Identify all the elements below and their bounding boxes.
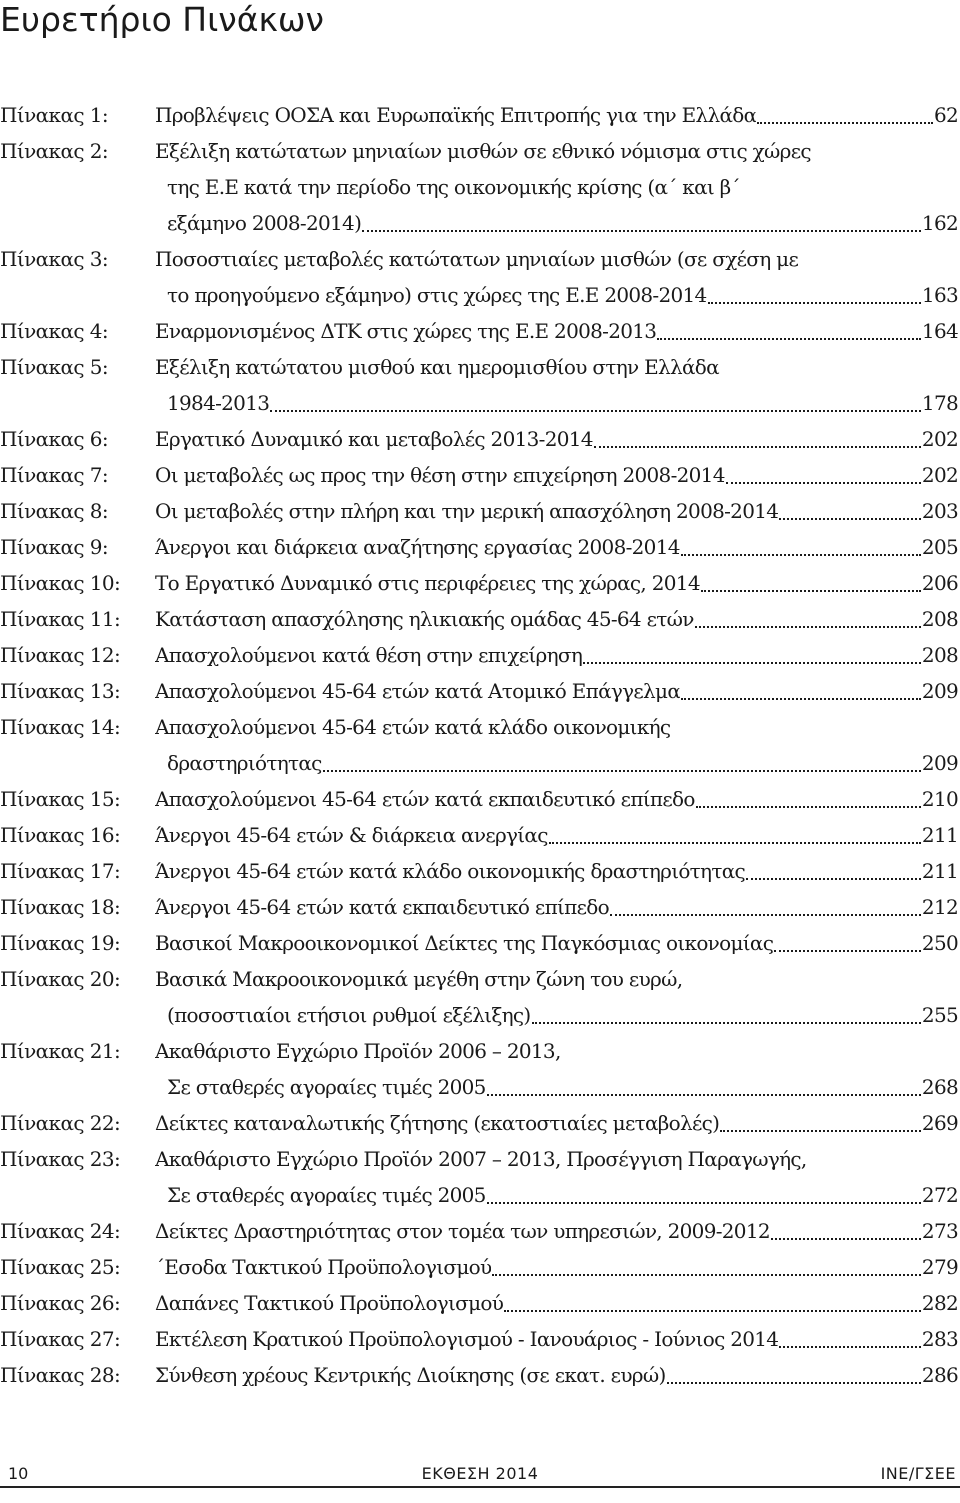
toc-entry-page-number: 282: [921, 1291, 958, 1315]
toc-entry-final-line: [155, 853, 958, 889]
toc-entry[interactable]: [0, 925, 960, 961]
toc-entry-label: Πίνακας 4:: [0, 319, 108, 343]
toc-entry-line: Βασικά Μακροοικονομικά μεγέθη στην ζώνη του ευρώ,: [155, 967, 683, 991]
toc-entry-label: Πίνακας 5:: [0, 355, 108, 379]
toc-entry-label: Πίνακας 13:: [0, 679, 121, 703]
toc-entry[interactable]: [0, 1321, 960, 1357]
toc-entry[interactable]: [0, 421, 960, 457]
toc-entry-title: το προηγούμενο εξάμηνο) στις χώρες της Ε.Ε 2008-2014: [167, 283, 707, 307]
toc-entry-body: [155, 1357, 960, 1393]
toc-entry-page-number: 208: [921, 607, 958, 631]
toc-entry[interactable]: [0, 1357, 960, 1393]
toc-entry-body: [155, 1213, 960, 1249]
toc-entry-body: [155, 781, 960, 817]
toc-entry-page-number: 255: [921, 1003, 958, 1027]
toc-entry-body: [155, 1249, 960, 1285]
toc-entry-label: Πίνακας 22:: [0, 1111, 121, 1135]
toc-entry-final-line: [155, 997, 958, 1033]
toc-entry-final-line: [155, 601, 958, 637]
dot-leader: [583, 662, 921, 664]
dot-leader: [667, 1382, 921, 1384]
toc-entry-body: [155, 313, 960, 349]
toc-entry-page-number: 205: [921, 535, 958, 559]
toc-entry-final-line: [155, 529, 958, 565]
toc-entry-body: [155, 457, 960, 493]
toc-entry-final-line: [155, 493, 958, 529]
toc-entry-title: Άνεργοι 45-64 ετών κατά κλάδο οικονομικής δραστηριότητας: [155, 859, 745, 883]
toc-entry-title: Σε σταθερές αγοραίες τιμές 2005: [167, 1183, 486, 1207]
toc-entry-label: Πίνακας 15:: [0, 787, 121, 811]
toc-entry-label: Πίνακας 10:: [0, 571, 121, 595]
dot-leader: [487, 1094, 921, 1096]
toc-entry-label: Πίνακας 6:: [0, 427, 108, 451]
toc-entry-final-line: [155, 1213, 958, 1249]
toc-entry-label: Πίνακας 18:: [0, 895, 121, 919]
toc-entry-final-line: [155, 1285, 958, 1321]
toc-entry-page-number: 202: [921, 463, 958, 487]
toc-entry-line: Ποσοστιαίες μεταβολές κατώτατων μηνιαίων μισθών (σε σχέση με: [155, 247, 799, 271]
toc-entry[interactable]: [0, 637, 960, 673]
toc-entry-label: Πίνακας 1:: [0, 103, 108, 127]
toc-entry-final-line: [155, 97, 958, 133]
toc-entry-page-number: 273: [921, 1219, 958, 1243]
footer-page-number: 10: [8, 1464, 29, 1483]
toc-entry-page-number: 283: [921, 1327, 958, 1351]
dot-leader: [504, 1310, 921, 1312]
toc-entry[interactable]: [0, 709, 960, 781]
dot-leader: [681, 698, 921, 700]
toc-entry-page-number: 209: [921, 679, 958, 703]
toc-entry[interactable]: [0, 1033, 960, 1105]
toc-entry-label: Πίνακας 28:: [0, 1363, 121, 1387]
toc-entry-page-number: 163: [921, 283, 958, 307]
toc-entry-body: [155, 1321, 960, 1357]
dot-leader: [757, 122, 932, 124]
toc-entry-body: [155, 853, 960, 889]
dot-leader: [771, 1238, 921, 1240]
toc-entry-final-line: [155, 745, 958, 781]
toc-entry-page-number: 211: [921, 823, 958, 847]
toc-entry-title: Απασχολούμενοι 45-64 ετών κατά εκπαιδευτικό επίπεδο: [155, 787, 695, 811]
toc-entry-body: [155, 673, 960, 709]
toc-entry-title: Εκτέλεση Κρατικού Προϋπολογισμού - Ιανουάριος - Ιούνιος 2014: [155, 1327, 779, 1351]
footer-report-title: ΕΚΘΕΣΗ 2014: [421, 1464, 539, 1483]
toc-entry-page-number: 279: [921, 1255, 958, 1279]
toc-entry-page-number: 211: [921, 859, 958, 883]
toc-entry-title: Βασικοί Μακροοικονομικοί Δείκτες της Παγκόσμιας οικονομίας: [155, 931, 774, 955]
dot-leader: [720, 1130, 921, 1132]
toc-entry-page-number: 209: [921, 751, 958, 775]
toc-entry-page-number: 202: [921, 427, 958, 451]
toc-entry-page-number: 268: [921, 1075, 958, 1099]
dot-leader: [610, 914, 921, 916]
toc-entry-final-line: [155, 1321, 958, 1357]
dot-leader: [549, 842, 921, 844]
toc-entry-title: Άνεργοι και διάρκεια αναζήτησης εργασίας 2008-2014: [155, 535, 680, 559]
toc-entry-line: Εξέλιξη κατώτατου μισθού και ημερομισθίου στην Ελλάδα: [155, 355, 719, 379]
toc-entry-final-line: [155, 313, 958, 349]
toc-entry-page-number: 62: [933, 103, 958, 127]
toc-entry-title: Εναρμονισμένος ΔΤΚ στις χώρες της Ε.Ε 2008-2013: [155, 319, 657, 343]
toc-entry-page-number: 250: [921, 931, 958, 955]
toc-entry-final-line: [155, 1249, 958, 1285]
toc-entry-label: Πίνακας 20:: [0, 967, 121, 991]
toc-entry-label: Πίνακας 16:: [0, 823, 121, 847]
toc-entry-body: [155, 1141, 960, 1213]
toc-entry[interactable]: [0, 781, 960, 817]
toc-entry-label: Πίνακας 23:: [0, 1147, 121, 1171]
toc-entry-page-number: 178: [921, 391, 958, 415]
toc-entry[interactable]: [0, 349, 960, 421]
toc-entry-page-number: 212: [921, 895, 958, 919]
dot-leader: [695, 626, 921, 628]
toc-entry-label: Πίνακας 24:: [0, 1219, 121, 1243]
toc-entry-title: Κατάσταση απασχόλησης ηλικιακής ομάδας 45-64 ετών: [155, 607, 694, 631]
toc-entry-final-line: [155, 421, 958, 457]
toc-entry[interactable]: [0, 601, 960, 637]
toc-entry-line: Απασχολούμενοι 45-64 ετών κατά κλάδο οικονομικής: [155, 715, 671, 739]
toc-entry[interactable]: [0, 97, 960, 133]
toc-entry-label: Πίνακας 11:: [0, 607, 121, 631]
toc-entry[interactable]: [0, 1213, 960, 1249]
toc-entry-label: Πίνακας 27:: [0, 1327, 121, 1351]
dot-leader: [657, 338, 921, 340]
toc-entry-title: Δείκτες καταναλωτικής ζήτησης (εκατοστιαίες μεταβολές): [155, 1111, 720, 1135]
toc-entry-page-number: 286: [921, 1363, 958, 1387]
toc-entry-title: Το Εργατικό Δυναμικό στις περιφέρειες της χώρας, 2014: [155, 571, 700, 595]
dot-leader: [726, 482, 921, 484]
dot-leader: [708, 302, 921, 304]
toc-entry-final-line: [155, 205, 958, 241]
toc-entry-page-number: 164: [921, 319, 958, 343]
toc-entry-line: Ακαθάριστο Εγχώριο Προϊόν 2007 – 2013, Προσέγγιση Παραγωγής,: [155, 1147, 807, 1171]
toc-entry-title: (ποσοστιαίοι ετήσιοι ρυθμοί εξέλιξης): [167, 1003, 531, 1027]
dot-leader: [779, 1346, 921, 1348]
toc-entry-final-line: [155, 781, 958, 817]
toc-entry[interactable]: [0, 1105, 960, 1141]
toc-entry-page-number: 269: [921, 1111, 958, 1135]
toc-entry-body: [155, 709, 960, 781]
toc-entry-body: [155, 1033, 960, 1105]
toc-entry-title: Απασχολούμενοι κατά θέση στην επιχείρηση: [155, 643, 583, 667]
toc-entry-page-number: 206: [921, 571, 958, 595]
toc-entry-final-line: [155, 1069, 958, 1105]
toc-entry-title: Οι μεταβολές ως προς την θέση στην επιχείρηση 2008-2014: [155, 463, 725, 487]
toc-entry[interactable]: [0, 1285, 960, 1321]
toc-entry-label: Πίνακας 7:: [0, 463, 108, 487]
toc-entry-body: [155, 493, 960, 529]
toc-entry-body: [155, 601, 960, 637]
toc-entry[interactable]: [0, 457, 960, 493]
toc-entry[interactable]: [0, 673, 960, 709]
toc-entry[interactable]: [0, 1141, 960, 1213]
toc-entry-title: δραστηριότητας: [167, 751, 322, 775]
toc-entry-page-number: 272: [921, 1183, 958, 1207]
toc-entry-line: της Ε.Ε κατά την περίοδο της οικονομικής κρίσης (α΄ και β΄: [167, 175, 740, 199]
toc-entry-final-line: [155, 1105, 958, 1141]
toc-entry-label: Πίνακας 17:: [0, 859, 121, 883]
toc-entry-body: [155, 817, 960, 853]
toc-entry-body: [155, 565, 960, 601]
dot-leader: [701, 590, 921, 592]
toc-entry-title: Προβλέψεις ΟΟΣΑ και Ευρωπαϊκής Επιτροπής για την Ελλάδα: [155, 103, 757, 127]
toc-entry[interactable]: [0, 853, 960, 889]
dot-leader: [323, 770, 921, 772]
dot-leader: [487, 1202, 921, 1204]
toc-entry-title: Σε σταθερές αγοραίες τιμές 2005: [167, 1075, 486, 1099]
toc-entry-body: [155, 97, 960, 133]
toc-entry[interactable]: [0, 241, 960, 313]
toc-entry-final-line: [155, 1177, 958, 1213]
footer-divider: [0, 1486, 960, 1488]
dot-leader: [696, 806, 921, 808]
footer-publisher: ΙΝΕ/ΓΣΕΕ: [880, 1464, 956, 1483]
toc-entry[interactable]: [0, 313, 960, 349]
toc-entry-body: [155, 1285, 960, 1321]
toc-entry[interactable]: [0, 817, 960, 853]
toc-entry-final-line: [155, 637, 958, 673]
toc-entry-final-line: [155, 457, 958, 493]
toc-entry-title: 1984-2013: [167, 391, 270, 415]
toc-entry-body: [155, 349, 960, 421]
toc-entry-label: Πίνακας 26:: [0, 1291, 121, 1315]
toc-entry-final-line: [155, 817, 958, 853]
toc-entry[interactable]: [0, 493, 960, 529]
toc-entry-label: Πίνακας 3:: [0, 247, 108, 271]
toc-entry-title: Απασχολούμενοι 45-64 ετών κατά Ατομικό Επάγγελμα: [155, 679, 681, 703]
dot-leader: [774, 950, 921, 952]
toc-entry-title: Εργατικό Δυναμικό και μεταβολές 2013-2014: [155, 427, 593, 451]
dot-leader: [270, 410, 921, 412]
toc-entry-body: [155, 529, 960, 565]
toc-entry-body: [155, 889, 960, 925]
dot-leader: [362, 230, 921, 232]
toc-entry-label: Πίνακας 14:: [0, 715, 121, 739]
page-footer: [0, 1462, 960, 1486]
toc-entry-body: [155, 241, 960, 313]
dot-leader: [779, 518, 921, 520]
toc-entry-page-number: 208: [921, 643, 958, 667]
toc-entry-title: Δαπάνες Τακτικού Προϋπολογισμού: [155, 1291, 504, 1315]
toc-entry-label: Πίνακας 21:: [0, 1039, 121, 1063]
toc-entry-body: [155, 925, 960, 961]
toc-entry[interactable]: [0, 133, 960, 241]
toc-entry-page-number: 203: [921, 499, 958, 523]
toc-entry-label: Πίνακας 12:: [0, 643, 121, 667]
toc-entry-label: Πίνακας 25:: [0, 1255, 121, 1279]
toc-entry-label: Πίνακας 8:: [0, 499, 108, 523]
toc-entry-title: Οι μεταβολές στην πλήρη και την μερική απασχόληση 2008-2014: [155, 499, 779, 523]
toc-entry-title: Δείκτες Δραστηριότητας στον τομέα των υπηρεσιών, 2009-2012: [155, 1219, 770, 1243]
toc-entry-final-line: [155, 889, 958, 925]
toc-entry-label: Πίνακας 2:: [0, 139, 108, 163]
toc-entry-final-line: [155, 565, 958, 601]
toc-entry[interactable]: [0, 565, 960, 601]
toc-entry-final-line: [155, 925, 958, 961]
page-title: Ευρετήριο Πινάκων: [0, 0, 324, 39]
toc-entry-final-line: [155, 1357, 958, 1393]
toc-entry-label: Πίνακας 19:: [0, 931, 121, 955]
toc-entry-body: [155, 1105, 960, 1141]
dot-leader: [746, 878, 921, 880]
dot-leader: [594, 446, 921, 448]
toc-entry[interactable]: [0, 1249, 960, 1285]
toc-entry-final-line: [155, 673, 958, 709]
toc-entry[interactable]: [0, 889, 960, 925]
toc-entry-page-number: 162: [921, 211, 958, 235]
toc-entry-page-number: 210: [921, 787, 958, 811]
toc-entry[interactable]: [0, 961, 960, 1033]
toc-entry[interactable]: [0, 529, 960, 565]
toc-entry-body: [155, 421, 960, 457]
dot-leader: [492, 1274, 920, 1276]
table-of-contents: [0, 97, 960, 1393]
toc-entry-final-line: [155, 277, 958, 313]
toc-entry-body: [155, 961, 960, 1033]
toc-entry-title: Άνεργοι 45-64 ετών & διάρκεια ανεργίας: [155, 823, 548, 847]
toc-entry-label: Πίνακας 9:: [0, 535, 108, 559]
dot-leader: [532, 1022, 921, 1024]
toc-entry-title: εξάμηνο 2008-2014): [167, 211, 362, 235]
toc-entry-title: ΄Εσοδα Τακτικού Προϋπολογισμού: [155, 1255, 492, 1279]
dot-leader: [681, 554, 921, 556]
toc-entry-body: [155, 133, 960, 241]
toc-entry-line: Εξέλιξη κατώτατων μηνιαίων μισθών σε εθνικό νόμισμα στις χώρες: [155, 139, 811, 163]
toc-entry-final-line: [155, 385, 958, 421]
toc-entry-body: [155, 637, 960, 673]
toc-entry-line: Ακαθάριστο Εγχώριο Προϊόν 2006 – 2013,: [155, 1039, 561, 1063]
toc-entry-title: Σύνθεση χρέους Κεντρικής Διοίκησης (σε εκατ. ευρώ): [155, 1363, 666, 1387]
toc-entry-title: Άνεργοι 45-64 ετών κατά εκπαιδευτικό επίπεδο: [155, 895, 609, 919]
